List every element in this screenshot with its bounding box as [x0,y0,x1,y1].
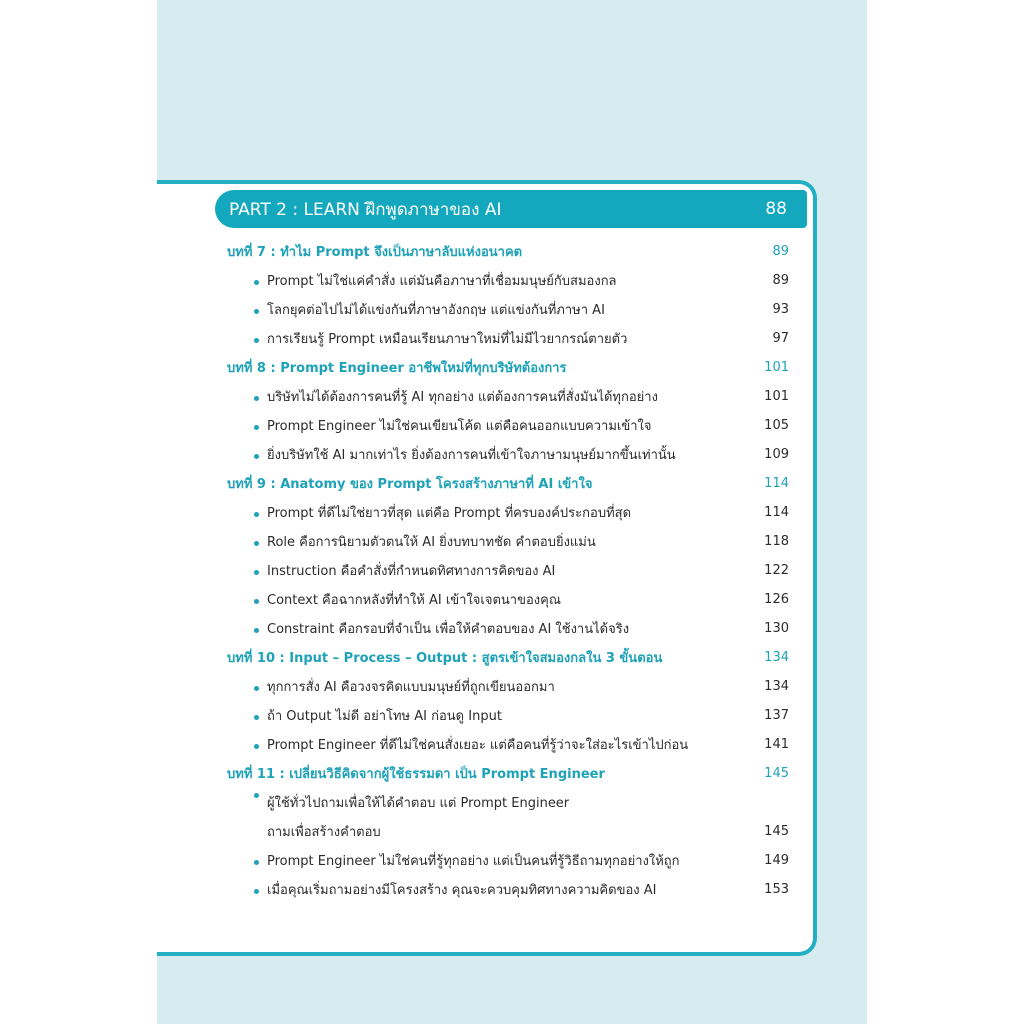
toc-item-page: 141 [764,737,789,752]
toc-item-page: 89 [772,273,789,288]
chapter-title: บทที่ 7 : ทำไม Prompt จึงเป็นภาษาลับแห่งอนาคต [227,245,523,260]
chapter-page: 89 [772,244,789,259]
toc-item[interactable] [227,725,789,754]
chapter-page: 145 [764,766,789,781]
toc-item-line: ผู้ใช้ทั่วไปถามเพื่อให้ได้คำตอบ แต่ Prompt Engineer [267,796,570,811]
chapter-11-entry[interactable] [227,754,789,783]
toc-item-page: 109 [764,447,789,462]
bullet-icon [254,512,259,517]
bullet-icon [254,396,259,401]
toc-item[interactable] [227,667,789,696]
bullet-icon [254,686,259,691]
chapter-title: บทที่ 8 : Prompt Engineer อาชีพใหม่ที่ทุกบริษัทต้องการ [227,361,567,376]
toc-item-text: Prompt Engineer ที่ดีไม่ใช่คนสั่งเยอะ แต่คือคนที่รู้ว่าจะใส่อะไรเข้าไปก่อน [267,738,689,753]
toc-item-page: 153 [764,882,789,897]
chapter-7-entry[interactable] [227,232,789,261]
chapter-9-entry[interactable] [227,464,789,493]
toc-item-text: บริษัทไม่ได้ต้องการคนที่รู้ AI ทุกอย่าง แต่ต้องการคนที่สั่งมันได้ทุกอย่าง [267,390,658,405]
toc-item[interactable] [227,551,789,580]
toc-item-text: เมื่อคุณเริ่มถามอย่างมีโครงสร้าง คุณจะควบคุมทิศทางความคิดของ AI [267,883,657,898]
bullet-icon [254,280,259,285]
toc-item[interactable] [227,841,789,870]
bullet-icon [254,628,259,633]
toc-item-page: 101 [764,389,789,404]
toc-item[interactable] [227,870,789,899]
toc-item-text: Instruction คือคำสั่งที่กำหนดทิศทางการคิดของ AI [267,564,556,579]
toc-item-text: Prompt Engineer ไม่ใช่คนเขียนโค้ด แต่คือคนออกแบบความเข้าใจ [267,419,652,434]
chapter-page: 114 [764,476,789,491]
toc-item-line: ถามเพื่อสร้างคำตอบ [267,825,381,840]
toc-item-text: Context คือฉากหลังที่ทำให้ AI เข้าใจเจตนาของคุณ [267,593,561,608]
toc-item[interactable] [227,580,789,609]
toc-item-page: 137 [764,708,789,723]
chapter-page: 134 [764,650,789,665]
toc-item[interactable] [227,609,789,638]
bullet-icon [254,599,259,604]
toc-item[interactable] [227,783,789,841]
chapter-title: บทที่ 11 : เปลี่ยนวิธีคิดจากผู้ใช้ธรรมดา เป็น Prompt Engineer [227,767,605,782]
toc-item[interactable] [227,290,789,319]
bullet-icon [254,570,259,575]
toc-item-page: 149 [764,853,789,868]
part-page-number: 88 [765,199,787,219]
toc-item[interactable] [227,522,789,551]
toc-item-page: 105 [764,418,789,433]
toc-item-page: 122 [764,563,789,578]
toc-item-text [253,796,569,841]
toc-item[interactable] [227,377,789,406]
toc-item-text: Prompt ไม่ใช่แค่คำสั่ง แต่มันคือภาษาที่เชื่อมมนุษย์กับสมองกล [267,274,617,289]
toc-item-page: 134 [764,679,789,694]
toc-item[interactable] [227,406,789,435]
bullet-icon [254,454,259,459]
toc-item-text: Constraint คือกรอบที่จำเป็น เพื่อให้คำตอบของ AI ใช้งานได้จริง [267,622,630,637]
chapter-title: บทที่ 9 : Anatomy ของ Prompt โครงสร้างภาษาที่ AI เข้าใจ [227,477,593,492]
toc-item-page: 114 [764,505,789,520]
toc-item[interactable] [227,319,789,348]
toc-item-text: โลกยุคต่อไปไม่ได้แข่งกันที่ภาษาอังกฤษ แต่แข่งกันที่ภาษา AI [267,303,605,318]
toc-item-page: 145 [764,824,789,839]
toc-item-text: Role คือการนิยามตัวตนให้ AI ยิ่งบทบาทชัด คำตอบยิ่งแม่น [267,535,596,550]
bullet-icon [254,309,259,314]
toc-item-text: ทุกการสั่ง AI คือวงจรคิดแบบมนุษย์ที่ถูกเขียนออกมา [267,680,555,695]
toc-item[interactable] [227,435,789,464]
bullet-icon [254,338,259,343]
toc-item-page: 97 [772,331,789,346]
table-of-contents [227,232,789,899]
bullet-icon [254,793,259,798]
toc-item-text: ยิ่งบริษัทใช้ AI มากเท่าไร ยิ่งต้องการคนที่เข้าใจภาษามนุษย์มากขึ้นเท่านั้น [267,448,676,463]
chapter-title: บทที่ 10 : Input – Process – Output : สูตรเข้าใจสมองกลใน 3 ขั้นตอน [227,651,663,666]
chapter-8-entry[interactable] [227,348,789,377]
bullet-icon [254,715,259,720]
bullet-icon [254,860,259,865]
part-header [215,190,807,228]
bullet-icon [254,889,259,894]
bullet-icon [254,541,259,546]
toc-item-text: การเรียนรู้ Prompt เหมือนเรียนภาษาใหม่ที่ไม่มีไวยากรณ์ตายตัว [267,332,628,347]
toc-item[interactable] [227,696,789,725]
toc-item-page: 130 [764,621,789,636]
toc-item-text: ถ้า Output ไม่ดี อย่าโทษ AI ก่อนดู Input [267,709,502,724]
bullet-icon [254,425,259,430]
toc-item-page: 93 [772,302,789,317]
toc-item-page: 126 [764,592,789,607]
toc-item-text: Prompt Engineer ไม่ใช่คนที่รู้ทุกอย่าง แต่เป็นคนที่รู้วิธีถามทุกอย่างให้ถูก [267,854,680,869]
chapter-10-entry[interactable] [227,638,789,667]
chapter-page: 101 [764,360,789,375]
toc-item[interactable] [227,493,789,522]
bullet-icon [254,744,259,749]
toc-item[interactable] [227,261,789,290]
toc-item-page: 118 [764,534,789,549]
toc-item-text: Prompt ที่ดีไม่ใช่ยาวที่สุด แต่คือ Prompt ที่ครบองค์ประกอบที่สุด [267,506,632,521]
part-title: PART 2 : LEARN ฝึกพูดภาษาของ AI [229,199,502,220]
